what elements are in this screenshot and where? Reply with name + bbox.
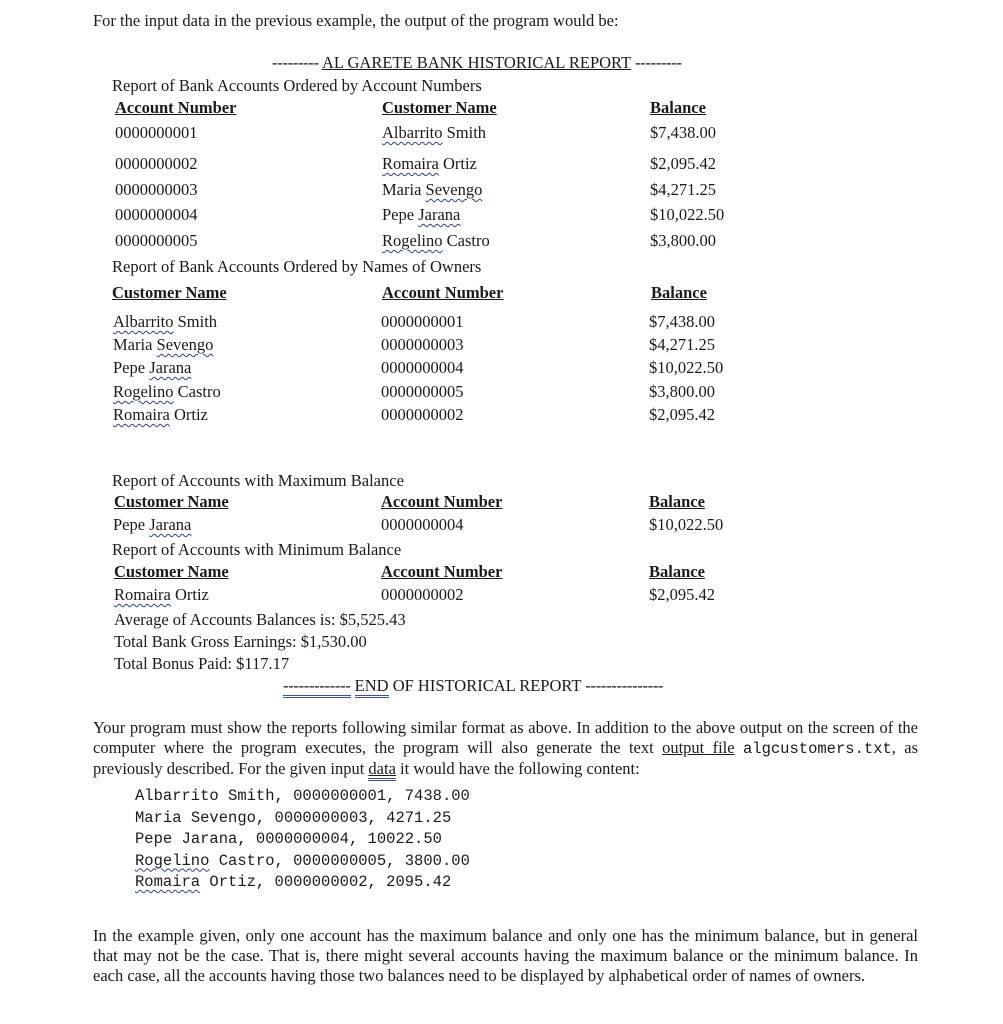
table-row-account: 0000000005 — [381, 382, 464, 401]
table-row-balance: $2,095.42 — [650, 154, 716, 173]
table-row-balance: $3,800.00 — [650, 231, 716, 250]
table-row-customer-name: Pepe Jarana — [113, 358, 192, 377]
section-by-name-heading: Report of Bank Accounts Ordered by Names of Owners — [112, 257, 482, 276]
table-row-balance: $4,271.25 — [650, 180, 716, 199]
end-of-report-line — [283, 678, 663, 695]
max-row-account: 0000000004 — [381, 515, 464, 534]
table-row-balance: $10,022.50 — [649, 358, 724, 377]
min-col-balance: Balance — [649, 562, 705, 581]
section-by-account-heading: Report of Bank Accounts Ordered by Account Numbers — [112, 76, 482, 95]
gross-earnings-line: Total Bank Gross Earnings: $1,530.00 — [114, 632, 367, 651]
table-row-account: 0000000001 — [115, 123, 198, 142]
max-col-customer-name: Customer Name — [114, 492, 229, 511]
col-balance-header: Balance — [650, 98, 706, 117]
intro-text: For the input data in the previous example, the output of the program would be: — [93, 11, 619, 30]
min-row-name: Romaira Ortiz — [114, 585, 209, 604]
table-row-customer-name: Rogelino Castro — [113, 382, 221, 401]
table-row-customer-name: Maria Sevengo — [113, 335, 214, 354]
max-row-name: Pepe Jarana — [113, 515, 192, 534]
table-row-customer-name: Romaira Ortiz — [382, 154, 477, 173]
max-row-balance: $10,022.50 — [649, 515, 724, 534]
table-row-account: 0000000004 — [381, 358, 464, 377]
file-line: Maria Sevengo, 0000000003, 4271.25 — [135, 808, 452, 827]
max-col-balance: Balance — [649, 492, 705, 511]
average-balance-line: Average of Accounts Balances is: $5,525.43 — [114, 610, 406, 629]
file-line: Pepe Jarana, 0000000004, 10022.50 — [135, 830, 442, 848]
table-row-account: 0000000002 — [381, 405, 464, 424]
table-row-balance: $7,438.00 — [650, 123, 716, 142]
report-title-text: AL GARETE BANK HISTORICAL REPORT — [321, 53, 631, 72]
min-col-account-number: Account Number — [381, 562, 503, 581]
title-dashes-right: --------- — [634, 53, 682, 72]
output-file-link[interactable]: output file — [662, 738, 735, 757]
table-row-customer-name: Albarrito Smith — [382, 123, 487, 142]
min-col-customer-name: Customer Name — [114, 562, 229, 581]
col-account-number-header: Account Number — [115, 98, 237, 117]
table-row-account: 0000000001 — [381, 312, 464, 331]
table-row-balance: $4,271.25 — [649, 335, 715, 354]
table-row-balance: $10,022.50 — [650, 205, 725, 224]
table-row-balance: $2,095.42 — [649, 405, 715, 424]
max-col-account-number: Account Number — [381, 492, 503, 511]
table-row-customer-name: Pepe Jarana — [382, 205, 461, 224]
min-row-balance: $2,095.42 — [649, 585, 715, 604]
data-link[interactable]: data — [368, 759, 395, 781]
end-word: END — [355, 676, 389, 698]
col-customer-name-header-2: Customer Name — [112, 283, 227, 302]
table-row-balance: $3,800.00 — [649, 382, 715, 401]
end-dashes-right: --------------- — [585, 676, 664, 695]
min-row-account: 0000000002 — [381, 585, 464, 604]
report-title — [272, 55, 682, 72]
table-row-balance: $7,438.00 — [649, 312, 715, 331]
instructions-paragraph: Your program must show the reports following similar format as above. In addition to the above output on the screen of the computer where the program executes, the program will also generate the text output file algcustomers.txt, as previously described. For the given input data it would have the following content: — [93, 718, 918, 779]
file-line: Rogelino Castro, 0000000005, 3800.00 — [135, 851, 470, 870]
table-row-account: 0000000005 — [115, 231, 198, 250]
file-line: Albarrito Smith, 0000000001, 7438.00 — [135, 787, 470, 805]
end-rest: OF HISTORICAL REPORT — [392, 676, 582, 695]
table-row-account: 0000000004 — [115, 205, 198, 224]
table-row-account: 0000000003 — [115, 180, 198, 199]
title-dashes-left: --------- — [272, 53, 319, 72]
end-dashes-left: ------------- — [283, 676, 351, 698]
bonus-paid-line: Total Bonus Paid: $117.17 — [114, 654, 290, 673]
file-line: Romaira Ortiz, 0000000002, 2095.42 — [135, 873, 452, 891]
output-filename: algcustomers.txt — [742, 740, 892, 758]
table-row-customer-name: Rogelino Castro — [382, 231, 490, 250]
table-row-customer-name: Albarrito Smith — [113, 312, 218, 331]
table-row-customer-name: Maria Sevengo — [382, 180, 483, 199]
closing-paragraph: In the example given, only one account has the maximum balance and only one has the minimum balance, but in general that may not be the case. That is, there might several accounts having the maximum balance or the minimum balance. In each case, all the accounts having those two balances need to be displayed by alphabetical order of names of owners. — [93, 926, 918, 985]
section-min-heading: Report of Accounts with Minimum Balance — [112, 540, 402, 559]
col-account-number-header-2: Account Number — [382, 283, 504, 302]
table-row-account: 0000000003 — [381, 335, 464, 354]
table-row-customer-name: Romaira Ortiz — [113, 405, 208, 424]
col-balance-header-2: Balance — [651, 283, 707, 302]
table-row-account: 0000000002 — [115, 154, 198, 173]
col-customer-name-header: Customer Name — [382, 98, 497, 117]
section-max-heading: Report of Accounts with Maximum Balance — [112, 471, 404, 490]
